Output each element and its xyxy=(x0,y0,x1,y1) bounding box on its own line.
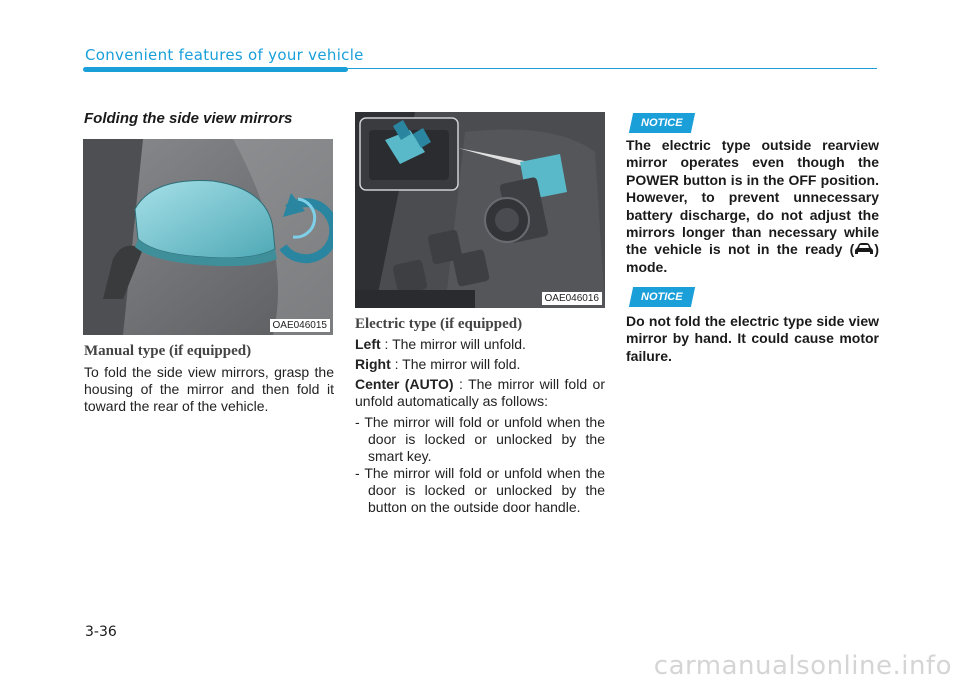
auto-fold-bullet-smart-key: - The mirror will fold or unfold when the door is locked or unlocked by the smart key. xyxy=(355,414,605,464)
figure-code: OAE046016 xyxy=(542,292,603,305)
notice-battery-text xyxy=(626,137,879,276)
notice-fold-by-hand-text: Do not fold the electric type side view mirror by hand. It could cause motor failure. xyxy=(626,313,879,364)
notice-badge: NOTICE xyxy=(629,287,695,307)
right-position-text xyxy=(355,356,605,373)
page-number: 3-36 xyxy=(85,624,117,640)
door-switch-panel-illustration xyxy=(355,112,605,308)
header-rule xyxy=(345,68,877,69)
electric-type-heading: Electric type (if equipped) xyxy=(355,316,523,332)
center-label: Center (AUTO) xyxy=(355,376,454,392)
chapter-title-underline xyxy=(83,67,348,72)
left-position-text xyxy=(355,336,605,353)
manual-type-text: To fold the side view mirrors, grasp the housing of the mirror and then fold it toward the rear of the vehicle. xyxy=(84,364,334,414)
side-mirror-illustration xyxy=(83,139,333,335)
right-label: Right xyxy=(355,356,391,372)
notice-battery-text-end: ) mode. xyxy=(626,241,879,275)
manual-mirror-figure xyxy=(83,139,333,335)
manual-type-heading: Manual type (if equipped) xyxy=(84,343,252,359)
center-description: : The mirror will fold or unfold automatically as follows: xyxy=(355,376,605,409)
center-position-text xyxy=(355,376,605,410)
left-label: Left xyxy=(355,336,381,352)
car-ready-icon xyxy=(854,241,874,257)
auto-fold-bullet-door-button: - The mirror will fold or unfold when the door is locked or unlocked by the button on the outside door handle. xyxy=(355,465,605,515)
figure-code: OAE046015 xyxy=(270,319,331,332)
chapter-title: Convenient features of your vehicle xyxy=(85,46,364,64)
notice-badge: NOTICE xyxy=(629,113,695,133)
right-description: : The mirror will fold. xyxy=(390,356,521,372)
watermark: carmanualsonline.info xyxy=(653,651,952,681)
left-description: : The mirror will unfold. xyxy=(380,336,526,352)
electric-switch-figure xyxy=(355,112,605,308)
notice-battery-text-main: The electric type outside rearview mirror operates even though the POWER button is in the OFF position. However, to prevent unnecessary battery discharge, do not adjust the mirrors longer than necessary while the vehicle is not in the ready ( xyxy=(626,137,879,258)
section-title: Folding the side view mirrors xyxy=(84,110,293,127)
